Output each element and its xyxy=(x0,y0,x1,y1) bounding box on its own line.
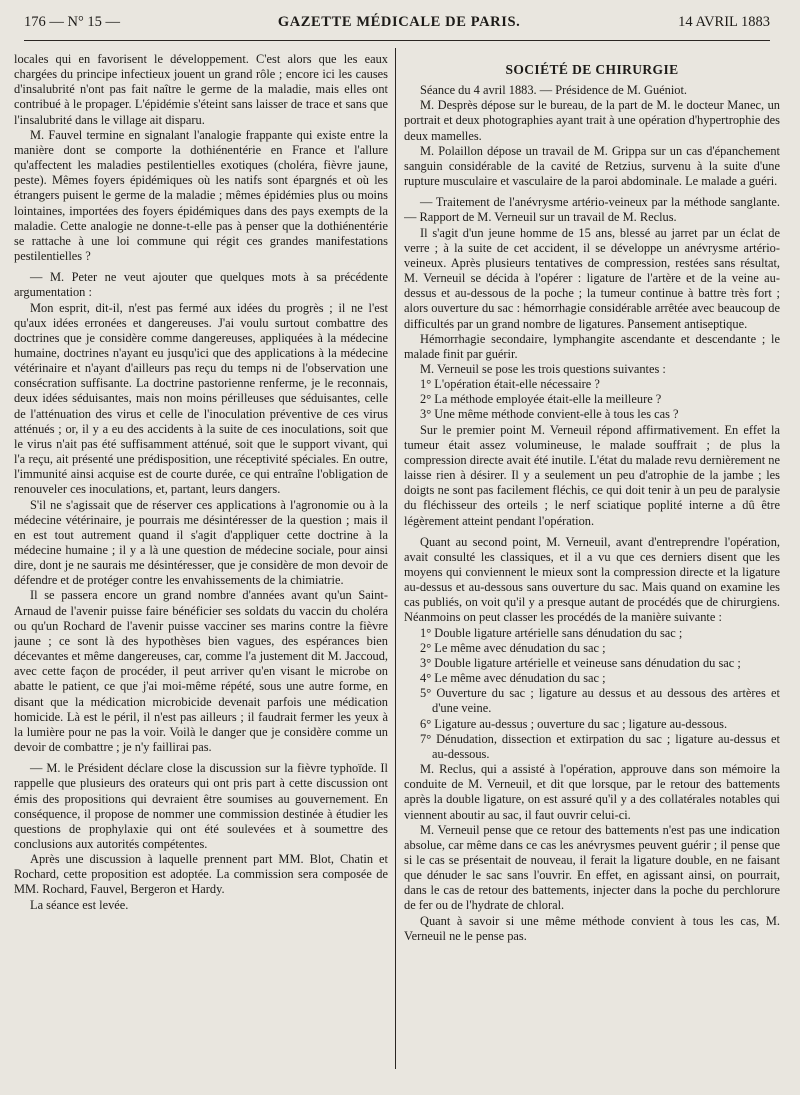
paragraph: M. Fauvel termine en signalant l'analogie frappante qui existe entre la manière dont se comporte la dothiénentérie en France et l'allure qu'affectent les maladies pestilentielles exotiques (choléra, fièvre jaune, peste). Mêmes foyers épidémiques où les natifs sont épargnés et où les étrangers puisent le germe de la maladie ; mêmes épidémies plus ou moins lointaines, importées des foyers épidémiques dans des pays exempts de la maladie. Cette analogie ne donne-t-elle pas à penser que la dothiénentérie se rattache à une loi commune qui régit ces grandes manifestations pestilentielles ? xyxy=(14,127,388,264)
procedure-item: 1° Double ligature artérielle sans dénudation du sac ; xyxy=(420,625,683,640)
paragraph: Il s'agit d'un jeune homme de 15 ans, blessé au jarret par un éclat de verre ; à la suite de cet accident, il se développe un anévrysme artério-veineux. Après plusieurs tentatives de compression, restées sans résultat, M. Verneuil se décida à l'opérer : ligature de l'artère et de la veine au-dessus et au-dessous de la poche ; la tumeur continue à battre très fort ; alors ouverture du sac : hémorrhagie considérable arrêtée avec beaucoup de difficultés par un grand nombre de ligatures. Pansement antiseptique. xyxy=(404,225,780,331)
paragraph: Il se passera encore un grand nombre d'années avant qu'un Saint-Arnaud de l'avenir puisse faire bénéficier ses soldats du vaccin du choléra ou qu'un Rochard de l'avenir puisse vacciner ses marins contre la fièvre jaune ; ce sont là des hypothèses bien vagues, des espérances bien décevantes et même dangereuses, car, comme l'a justement dit M. Jaccoud, avec cette façon de procéder, il peut arriver qu'en visant le microbe on abatte le patient, ce que j'ai moi-même répété, sous une autre forme, en disant que la médication microbicide devenait parfois une médication homicide. Là est le péril, il n'est pas ailleurs ; il faudrait fermer les yeux à la lumière pour ne pas la voir. Voilà le danger que je considère comme un devoir de combattre ; je n'y faillirai pas. xyxy=(14,588,388,755)
paragraph: M. Polaillon dépose un travail de M. Grippa sur un cas d'épanchement sanguin considérable de la cavité de Retzius, survenu à la suite d'une rupture musculaire et vasculaire de la paroi abdominale. Le malade a guéri. xyxy=(404,143,780,189)
procedure-item: 5° Ouverture du sac ; ligature au dessus et au dessous des artères et d'une veine. xyxy=(420,686,780,716)
paragraph: M. Desprès dépose sur le bureau, de la part de M. le docteur Manec, un portrait et deux photographies ayant trait à une opération d'hypertrophie des deux mamelles. xyxy=(404,98,780,143)
paragraph: Sur le premier point M. Verneuil répond affirmativement. En effet la tumeur était assez volumineuse, le malade souffrait ; de plus la compression directe avait été inutile. L'état du malade revu dernièrement ne laisse rien à désirer. Il y a seulement un peu d'atrophie de la jambe ; les doigts ne sont pas facilement fléchis, ce qui doit tenir à un peu de paralysie du fléchisseur des orteils ; le nerf sciatique poplité interne a dû être légèrement atteint pendant l'opération. xyxy=(404,422,780,528)
paragraph: — M. le Président déclare close la discussion sur la fièvre typhoïde. Il rappelle que plusieurs des orateurs qui ont pris part à cette discussion ont émis des propositions qui devraient être soumises au gouvernement. En conséquence, il propose de nommer une commission destinée à étudier les questions de prophylaxie qui ont été soulevées et à soumettre des conclusions aux autorités compétentes. xyxy=(14,761,388,851)
right-column xyxy=(404,52,780,1067)
paragraph: M. Verneuil se pose les trois questions suivantes : xyxy=(420,361,666,376)
paragraph: Quant au second point, M. Verneuil, avant d'entreprendre l'opération, avait consulté les classiques, et il a vu que ces derniers disent que les moyens qui conviennent le mieux sont la compression directe et la ligature au-dessus et au-dessous sans ouverture du sac. Mais quand on examine les cas publiés, on voit qu'il y a presque autant de procédés que de chirurgiens. Néanmoins on peut classer les procédés de la manière suivante : xyxy=(404,534,780,625)
left-column xyxy=(14,52,388,1067)
column-divider xyxy=(395,48,396,1069)
procedure-item: 3° Double ligature artérielle et veineuse sans dénudation du sac ; xyxy=(420,655,741,670)
page-header xyxy=(24,14,770,41)
paragraph: Mon esprit, dit-il, n'est pas fermé aux idées du progrès ; il ne l'est qu'aux idées erronées et dangereuses. J'ai voulu surtout combattre des doctrines que je considère comme dangereuses, appliquées à la médecine humaine, doctrines n'ayant eu jusqu'ici que des applications à la médecine vétérinaire et n'ayant d'ailleurs pas reçu du temps ni de l'observation une consécration suffisante. La doctrine pastorienne renferme, je le reconnais, deux idées séduisantes, mais non moins périlleuses que séduisantes, celle de l'atténuation des virus et celle de l'inoculation préventive de ces virus atténués ; or, il y a eu des accidents à la suite de ces inoculations, soit que le virus n'ait pas été suffisamment atténué, soit que le support vivant, qui l'a reçu, ait présenté une prédisposition, une réceptivité spéciales. En outre, l'immunité ainsi acquise est de courte durée, ce qui entraîne l'obligation de renouveler ces inoculations, et, partant, leurs dangers. xyxy=(14,300,388,497)
paragraph: Après une discussion à laquelle prennent part MM. Blot, Chatin et Rochard, cette proposition est adoptée. La commission sera composée de MM. Rochard, Fauvel, Bergeron et Hardy. xyxy=(14,852,388,897)
paragraph: M. Verneuil pense que ce retour des battements n'est pas une indication absolue, car même dans ce cas les anévrysmes peuvent guérir ; il pense que si le cas se présentait de nouveau, il ferait la ligature double, en ne faisant que dénuder le sac sans l'ouvrir. En effet, en agissant ainsi, on pourrait, dans le cas de retour des battements, injecter dans la poche du perchlorure de fer ou de l'hydrate de chloral. xyxy=(404,822,780,913)
paragraph: Quant à savoir si une même méthode convient à tous les cas, M. Verneuil ne le pense pas. xyxy=(404,913,780,943)
question-item: 2° La méthode employée était-elle la meilleure ? xyxy=(420,392,662,407)
question-item: 3° Une même méthode convient-elle à tous les cas ? xyxy=(420,407,679,422)
paragraph: locales qui en favorisent le développement. C'est alors que les eaux chargées du principe infectieux jouent un grand rôle ; encore ici les causes d'insalubrité n'ont pas fait naître le germe de la maladie, mais elles ont contribué à le propager. L'épidémie s'éteint sans laisser de trace et sans que l'insalubrité dans le village ait disparu. xyxy=(14,52,388,127)
issue-date: 14 AVRIL 1883 xyxy=(678,14,770,30)
section-title: SOCIÉTÉ DE CHIRURGIE xyxy=(505,62,679,77)
paragraph: — M. Peter ne veut ajouter que quelques mots à sa précédente argumentation : xyxy=(14,270,388,300)
procedure-item: 7° Dénudation, dissection et extirpation du sac ; ligature au-dessus et au-dessous. xyxy=(420,731,780,761)
procedure-item: 2° Le même avec dénudation du sac ; xyxy=(420,640,606,655)
report-heading: — Traitement de l'anévrysme artério-veineux par la méthode sanglante. — Rapport de M. Verneuil sur un travail de M. Reclus. xyxy=(404,195,780,225)
procedure-item: 4° Le même avec dénudation du sac ; xyxy=(420,671,606,686)
procedure-item: 6° Ligature au-dessus ; ouverture du sac ; ligature au-dessous. xyxy=(420,716,728,731)
paragraph: La séance est levée. xyxy=(30,897,129,912)
paragraph: M. Reclus, qui a assisté à l'opération, approuve dans son mémoire la conduite de M. Verneuil, et dit que lorsque, par le retour des battements après la double ligature, on est assuré qu'il y a des collatérales notables qui viennent aboutir au sac, il faut ouvrir celui-ci. xyxy=(404,762,780,822)
page-number: 176 — N° 15 — xyxy=(24,14,121,30)
paragraph: S'il ne s'agissait que de réserver ces applications à l'agronomie ou à la médecine vétérinaire, je pourrais me désintéresser de la question ; mais il en est tout autrement quand il s'agit d'appliquer cette doctrine à la médecine humaine ; il y a là une question de médecine sociale, pour ainsi dire, dont je ne saurais me désintéresser, que je considère de mon devoir de défendre et de protéger contre les envahissements de la chimiatrie. xyxy=(14,497,388,588)
journal-title: GAZETTE MÉDICALE DE PARIS. xyxy=(277,14,521,30)
paragraph: Hémorrhagie secondaire, lymphangite ascendante et descendante ; le malade finit par guérir. xyxy=(404,331,780,361)
session-line: Séance du 4 avril 1883. — Présidence de M. Guéniot. xyxy=(420,83,688,98)
question-item: 1° L'opération était-elle nécessaire ? xyxy=(420,377,600,392)
